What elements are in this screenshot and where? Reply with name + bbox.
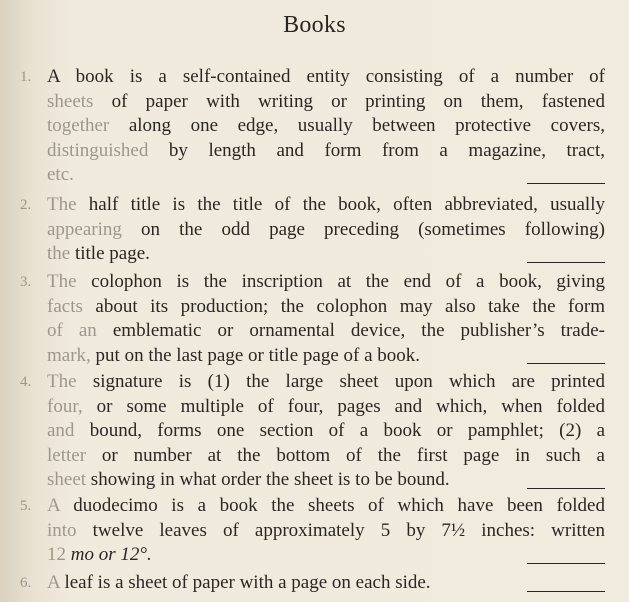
line-text: signature is (1) the large sheet upon which are printed: [76, 371, 605, 392]
text-line: [20, 543, 605, 568]
answer-blank: [527, 488, 605, 489]
text-line: [20, 344, 605, 369]
text-line: [20, 114, 605, 139]
line-text: A book is a self-contained entity consisting of a number of: [47, 66, 605, 87]
item-number: 2.: [20, 197, 32, 213]
line-text: leaf is a sheet of paper with a page on each side.: [59, 572, 431, 593]
line-text: of paper with writing or printing on them, fastened: [93, 90, 605, 112]
faded-text: sheets: [47, 90, 94, 112]
line-text: by length and form from a magazine, tract,: [148, 139, 605, 161]
list-item: [20, 65, 605, 188]
answer-blank: [527, 183, 605, 184]
text-line: [20, 494, 605, 519]
faded-text: of an: [47, 320, 97, 341]
faded-text: sheet: [47, 469, 87, 490]
faded-text: The: [47, 194, 77, 215]
text-line: [20, 370, 605, 395]
faded-text: The: [47, 371, 77, 392]
text-line: [20, 519, 605, 544]
list-item: [20, 270, 605, 368]
faded-text: together: [47, 115, 110, 136]
line-text: bound, forms one section of a book or pamphlet; (2) a: [74, 420, 605, 441]
line-text: colophon is the inscription at the end of a book, giving: [76, 271, 605, 292]
text-line: [20, 270, 605, 295]
faded-text: etc.: [47, 164, 74, 185]
list-item: [20, 494, 605, 568]
faded-text: and: [47, 420, 75, 441]
line-text: or number at the bottom of the first page in such a: [86, 444, 605, 466]
line-text: twelve leaves of approximately 5 by 7½ inches: written: [76, 519, 605, 541]
text-line: [20, 444, 605, 469]
text-line: [20, 65, 605, 90]
text-line: [20, 242, 605, 267]
line-text: on the odd page preceding (sometimes following): [121, 218, 605, 240]
line-text: emblematic or ornamental device, the publisher’s trade-: [96, 320, 605, 341]
text-line: [20, 218, 605, 243]
text-line: [20, 193, 605, 218]
text-line: [20, 139, 605, 164]
line-text: half title is the title of the book, often abbreviated, usually: [76, 194, 605, 215]
faded-text: mark,: [47, 344, 91, 366]
text-line: [20, 468, 605, 493]
answer-blank: [527, 262, 605, 263]
text-line: [20, 295, 605, 320]
faded-text: 12: [47, 544, 66, 565]
list-item: [20, 370, 605, 493]
page-title: Books: [283, 12, 346, 38]
item-number: 3.: [20, 274, 32, 290]
line-text: showing in what order the sheet is to be bound.: [86, 469, 450, 490]
line-text: about its production; the colophon may also take the form: [82, 295, 605, 317]
faded-text: A: [47, 572, 60, 593]
text-line: [20, 571, 605, 596]
item-number: 6.: [20, 575, 32, 591]
line-text: or some multiple of four, pages and which, when folded: [82, 395, 605, 417]
text-line: [20, 163, 605, 188]
line-text: mo or 12°.: [66, 544, 152, 565]
faded-text: distinguished: [47, 139, 149, 161]
faded-text: appearing: [47, 218, 122, 240]
list-item: [20, 193, 605, 267]
answer-blank: [527, 363, 605, 364]
item-number: 5.: [20, 498, 32, 514]
faded-text: letter: [47, 444, 87, 466]
faded-text: into: [47, 519, 77, 541]
faded-text: A: [47, 495, 60, 516]
line-text: put on the last page or title page of a book.: [90, 344, 421, 366]
answer-blank: [527, 563, 605, 564]
line-text: title page.: [70, 243, 150, 264]
line-text: along one edge, usually between protective covers,: [109, 115, 605, 136]
list-item: [20, 571, 605, 596]
faded-text: The: [47, 271, 77, 292]
faded-text: facts: [47, 295, 83, 317]
faded-text: four,: [47, 395, 83, 417]
answer-blank: [527, 591, 605, 592]
text-line: [20, 395, 605, 420]
text-line: [20, 319, 605, 344]
item-number: 4.: [20, 374, 32, 390]
line-text: duodecimo is a book the sheets of which have been folded: [59, 495, 605, 516]
text-line: [20, 419, 605, 444]
item-number: 1.: [20, 69, 32, 85]
text-line: [20, 90, 605, 115]
faded-text: the: [47, 243, 71, 264]
